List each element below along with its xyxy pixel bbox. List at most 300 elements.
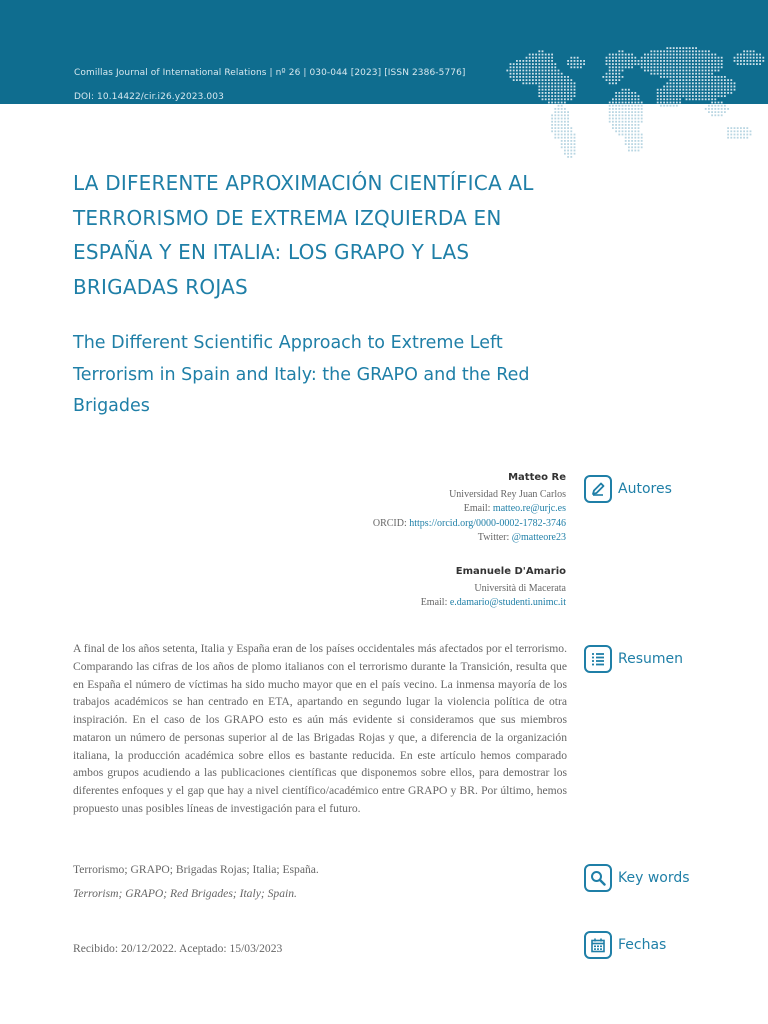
map-dot xyxy=(567,153,569,155)
map-dot xyxy=(714,111,716,113)
map-dot xyxy=(561,105,563,107)
map-dot xyxy=(625,121,627,123)
map-dot xyxy=(628,114,630,116)
map-dot xyxy=(628,143,630,145)
map-dot xyxy=(574,134,576,136)
map-dot xyxy=(730,127,732,129)
map-dot xyxy=(564,114,566,116)
map-dot xyxy=(670,105,672,107)
map-dot xyxy=(638,118,640,120)
map-dot xyxy=(638,105,640,107)
map-dot xyxy=(558,114,560,116)
map-dot xyxy=(638,143,640,145)
map-dot xyxy=(564,153,566,155)
map-dot xyxy=(711,105,713,107)
map-dot xyxy=(628,134,630,136)
map-dot xyxy=(625,114,627,116)
map-dot xyxy=(561,114,563,116)
author-orcid-link[interactable]: https://orcid.org/0000-0002-1782-3746 xyxy=(409,517,566,529)
map-dot xyxy=(612,111,614,113)
map-dot xyxy=(570,130,572,132)
map-dot xyxy=(714,105,716,107)
map-dot xyxy=(625,108,627,110)
section-label-text: Autores xyxy=(618,481,672,497)
keywords-english: Terrorism; GRAPO; Red Brigades; Italy; Spain. xyxy=(73,887,297,900)
map-dot xyxy=(724,105,726,107)
map-dot xyxy=(622,121,624,123)
map-dot xyxy=(554,108,556,110)
map-dot xyxy=(638,114,640,116)
map-dot xyxy=(663,105,665,107)
title-english: The Different Scientific Approach to Extreme Left Terrorism in Spain and Italy: the GRAPO and the Red Brigades xyxy=(73,333,530,416)
map-dot xyxy=(554,111,556,113)
map-dot xyxy=(634,124,636,126)
title-spanish: LA DIFERENTE APROXIMACIÓN CIENTÍFICA AL TERRORISMO DE EXTREMA IZQUIERDA EN ESPAÑA Y EN ITALIA: LOS GRAPO Y LAS BRIGADAS ROJAS xyxy=(73,171,534,299)
author-name: Matteo Re xyxy=(508,472,566,483)
map-dot xyxy=(622,130,624,132)
author-affiliation: Universidad Rey Juan Carlos xyxy=(449,488,566,500)
map-dot xyxy=(622,118,624,120)
map-dot xyxy=(638,108,640,110)
map-dot xyxy=(631,124,633,126)
section-label-keywords xyxy=(584,863,690,893)
map-dot xyxy=(634,140,636,142)
map-dot xyxy=(558,134,560,136)
map-dot xyxy=(641,108,643,110)
map-dot xyxy=(567,124,569,126)
map-dot xyxy=(564,121,566,123)
map-dot xyxy=(612,118,614,120)
map-dot xyxy=(631,134,633,136)
calendar-icon xyxy=(584,931,612,959)
map-dot xyxy=(628,121,630,123)
map-dot xyxy=(714,114,716,116)
section-label-text: Resumen xyxy=(618,651,684,667)
map-dot xyxy=(564,140,566,142)
map-dot xyxy=(625,137,627,139)
section-label-dates xyxy=(584,930,666,960)
map-dot xyxy=(609,121,611,123)
map-dot xyxy=(708,105,710,107)
map-dot xyxy=(554,114,556,116)
map-dot xyxy=(746,134,748,136)
map-dot xyxy=(574,146,576,148)
map-dot xyxy=(638,124,640,126)
map-dot xyxy=(727,127,729,129)
map-dot xyxy=(673,105,675,107)
map-dot xyxy=(558,130,560,132)
map-dot xyxy=(567,150,569,152)
map-dot xyxy=(631,150,633,152)
map-dot xyxy=(558,105,560,107)
map-dot xyxy=(567,118,569,120)
map-dot xyxy=(628,140,630,142)
pencil-icon xyxy=(584,475,612,503)
map-dot xyxy=(609,111,611,113)
map-dot xyxy=(727,108,729,110)
map-dot xyxy=(718,111,720,113)
map-dot xyxy=(618,111,620,113)
map-dot xyxy=(721,105,723,107)
map-dot xyxy=(721,111,723,113)
map-dot xyxy=(609,114,611,116)
map-dot xyxy=(708,108,710,110)
map-dot xyxy=(625,130,627,132)
map-dot xyxy=(561,140,563,142)
map-dot xyxy=(628,146,630,148)
author-email-link[interactable]: e.damario@studenti.unimc.it xyxy=(449,597,566,608)
map-dot xyxy=(622,114,624,116)
map-dot xyxy=(641,146,643,148)
map-dot xyxy=(750,134,752,136)
doi: DOI: 10.14422/cir.i26.y2023.003 xyxy=(74,92,224,102)
map-dot xyxy=(561,108,563,110)
map-dot xyxy=(574,137,576,139)
section-label-text: Key words xyxy=(618,870,690,886)
map-dot xyxy=(564,130,566,132)
map-dot xyxy=(618,124,620,126)
map-dot xyxy=(625,134,627,136)
map-dot xyxy=(727,134,729,136)
dates-text: Recibido: 20/12/2022. Aceptado: 15/03/2023 xyxy=(73,942,283,955)
map-dot xyxy=(561,124,563,126)
map-dot xyxy=(714,108,716,110)
map-dot xyxy=(618,118,620,120)
map-dot xyxy=(567,146,569,148)
author-email-line: Email: matteo.re@urjc.es xyxy=(463,503,566,514)
map-dot xyxy=(737,134,739,136)
map-dot xyxy=(570,143,572,145)
map-dot xyxy=(615,130,617,132)
map-dot xyxy=(634,150,636,152)
map-dot xyxy=(734,137,736,139)
map-dot xyxy=(641,134,643,136)
author-email-line: Email: e.damario@studenti.unimc.it xyxy=(420,597,566,608)
map-dot xyxy=(638,130,640,132)
map-dot xyxy=(628,124,630,126)
map-dot xyxy=(615,108,617,110)
map-dot xyxy=(727,130,729,132)
map-dot xyxy=(730,137,732,139)
map-dot xyxy=(551,127,553,129)
map-dot xyxy=(631,105,633,107)
magnifier-icon xyxy=(584,864,612,892)
map-dot xyxy=(564,146,566,148)
map-dot xyxy=(564,134,566,136)
map-dot xyxy=(625,140,627,142)
map-dot xyxy=(558,127,560,129)
map-dot xyxy=(567,156,569,158)
map-dot xyxy=(618,114,620,116)
map-dot xyxy=(574,150,576,152)
map-dot xyxy=(634,108,636,110)
author-twitter-line: Twitter: @matteore23 xyxy=(477,532,566,543)
map-dot xyxy=(743,134,745,136)
map-dot xyxy=(618,130,620,132)
map-dot xyxy=(612,124,614,126)
map-dot xyxy=(634,127,636,129)
map-dot xyxy=(567,130,569,132)
map-dot xyxy=(711,114,713,116)
map-dot xyxy=(564,124,566,126)
map-dot xyxy=(740,134,742,136)
map-dot xyxy=(743,127,745,129)
map-dot xyxy=(734,130,736,132)
map-dot xyxy=(612,105,614,107)
map-dot xyxy=(567,137,569,139)
map-dot xyxy=(724,108,726,110)
map-dot xyxy=(711,108,713,110)
map-dot xyxy=(727,137,729,139)
author-twitter-link[interactable]: @matteore23 xyxy=(511,532,566,543)
map-dot xyxy=(564,137,566,139)
map-dot xyxy=(705,108,707,110)
map-dot xyxy=(631,118,633,120)
map-dot xyxy=(628,137,630,139)
map-dot xyxy=(740,130,742,132)
map-dot xyxy=(634,111,636,113)
map-dot xyxy=(622,134,624,136)
map-dot xyxy=(641,143,643,145)
map-dot xyxy=(567,140,569,142)
map-dot xyxy=(554,124,556,126)
map-dot xyxy=(561,137,563,139)
map-dot xyxy=(554,118,556,120)
map-dot xyxy=(628,127,630,129)
map-dot xyxy=(622,105,624,107)
map-dot xyxy=(634,137,636,139)
map-dot xyxy=(638,127,640,129)
map-dot xyxy=(570,146,572,148)
map-dot xyxy=(554,121,556,123)
map-dot xyxy=(628,105,630,107)
map-dot xyxy=(641,114,643,116)
map-dot xyxy=(551,118,553,120)
map-dot xyxy=(730,134,732,136)
map-dot xyxy=(612,108,614,110)
map-dot xyxy=(554,134,556,136)
map-dot xyxy=(615,111,617,113)
map-dot xyxy=(743,137,745,139)
map-dot xyxy=(737,137,739,139)
map-dot xyxy=(631,127,633,129)
map-dot xyxy=(618,108,620,110)
map-dot xyxy=(622,124,624,126)
map-dot xyxy=(551,121,553,123)
map-dot xyxy=(631,121,633,123)
map-dot xyxy=(740,127,742,129)
map-dot xyxy=(564,108,566,110)
map-dot xyxy=(628,150,630,152)
map-dot xyxy=(638,134,640,136)
map-dot xyxy=(743,130,745,132)
map-dot xyxy=(570,140,572,142)
map-dot xyxy=(628,108,630,110)
map-dot xyxy=(628,130,630,132)
map-dot xyxy=(615,121,617,123)
map-dot xyxy=(615,124,617,126)
map-dot xyxy=(631,140,633,142)
map-dot xyxy=(561,121,563,123)
map-dot xyxy=(718,108,720,110)
map-dot xyxy=(564,127,566,129)
map-dot xyxy=(631,146,633,148)
map-dot xyxy=(561,118,563,120)
map-dot xyxy=(570,137,572,139)
map-dot xyxy=(734,134,736,136)
map-dot xyxy=(618,134,620,136)
map-dot xyxy=(746,137,748,139)
map-dot xyxy=(641,111,643,113)
map-dot xyxy=(564,118,566,120)
map-dot xyxy=(561,146,563,148)
section-label-text: Fechas xyxy=(618,937,667,953)
map-dot xyxy=(638,137,640,139)
map-dot xyxy=(638,140,640,142)
map-dot xyxy=(554,130,556,132)
map-dot xyxy=(567,143,569,145)
map-dot xyxy=(561,134,563,136)
map-dot xyxy=(554,127,556,129)
map-dot xyxy=(718,114,720,116)
map-dot xyxy=(609,108,611,110)
map-dot xyxy=(631,137,633,139)
map-dot xyxy=(615,114,617,116)
map-dot xyxy=(567,114,569,116)
map-dot xyxy=(622,111,624,113)
map-dot xyxy=(711,111,713,113)
map-dot xyxy=(740,137,742,139)
map-dot xyxy=(558,111,560,113)
map-dot xyxy=(634,114,636,116)
map-dot xyxy=(625,124,627,126)
map-dot xyxy=(570,127,572,129)
map-dot xyxy=(631,130,633,132)
author-name: Emanuele D'Amario xyxy=(455,566,566,577)
map-dot xyxy=(638,146,640,148)
author-matteo-re xyxy=(146,471,566,546)
map-dot xyxy=(641,121,643,123)
map-dot xyxy=(564,150,566,152)
map-dot xyxy=(721,108,723,110)
map-dot xyxy=(564,111,566,113)
map-dot xyxy=(628,118,630,120)
map-dot xyxy=(609,105,611,107)
section-label-abstract xyxy=(584,644,683,674)
map-dot xyxy=(676,105,678,107)
map-dot xyxy=(634,118,636,120)
map-dot xyxy=(558,118,560,120)
author-orcid-line: ORCID: https://orcid.org/0000-0002-1782-3746 xyxy=(372,517,566,529)
map-dot xyxy=(634,146,636,148)
author-emanuele-damario xyxy=(146,565,566,611)
map-dot xyxy=(618,121,620,123)
map-dot xyxy=(551,130,553,132)
map-dot xyxy=(567,127,569,129)
map-dot xyxy=(622,108,624,110)
map-dot xyxy=(634,105,636,107)
map-dot xyxy=(734,127,736,129)
map-dot xyxy=(730,130,732,132)
map-dot xyxy=(551,124,553,126)
map-dot xyxy=(631,108,633,110)
map-dot xyxy=(570,156,572,158)
map-dot xyxy=(567,121,569,123)
map-dot xyxy=(615,118,617,120)
map-dot xyxy=(625,111,627,113)
header-band xyxy=(0,0,768,104)
map-dot xyxy=(638,150,640,152)
map-dot xyxy=(641,105,643,107)
map-dot xyxy=(631,111,633,113)
map-dot xyxy=(638,121,640,123)
map-dot xyxy=(634,121,636,123)
map-dot xyxy=(622,127,624,129)
section-label-authors xyxy=(584,474,672,504)
keywords-spanish: Terrorismo; GRAPO; Brigadas Rojas; Italia; España. xyxy=(73,863,319,876)
map-dot xyxy=(721,114,723,116)
map-dot xyxy=(625,127,627,129)
map-dot xyxy=(750,130,752,132)
journal-info: Comillas Journal of International Relations | nº 26 | 030-044 [2023] [ISSN 2386-5776] xyxy=(74,68,466,78)
map-dot xyxy=(625,118,627,120)
map-dot xyxy=(567,111,569,113)
map-dot xyxy=(631,143,633,145)
map-dot xyxy=(737,130,739,132)
map-dot xyxy=(561,111,563,113)
map-dot xyxy=(551,114,553,116)
map-dot xyxy=(631,114,633,116)
map-dot xyxy=(746,127,748,129)
map-dot xyxy=(615,127,617,129)
map-dot xyxy=(718,105,720,107)
map-dot xyxy=(628,111,630,113)
author-affiliation: Università di Macerata xyxy=(474,582,566,594)
map-dot xyxy=(554,137,556,139)
map-dot xyxy=(612,114,614,116)
map-dot xyxy=(666,105,668,107)
map-dot xyxy=(615,105,617,107)
map-dot xyxy=(724,111,726,113)
map-dot xyxy=(634,134,636,136)
map-dot xyxy=(618,127,620,129)
map-dot xyxy=(561,143,563,145)
map-dot xyxy=(746,130,748,132)
map-dot xyxy=(641,137,643,139)
map-dot xyxy=(574,140,576,142)
map-dot xyxy=(641,118,643,120)
map-dot xyxy=(570,153,572,155)
map-dot xyxy=(634,130,636,132)
map-dot xyxy=(558,121,560,123)
map-dot xyxy=(638,111,640,113)
map-dot xyxy=(618,105,620,107)
map-dot xyxy=(612,127,614,129)
map-dot xyxy=(558,108,560,110)
map-dot xyxy=(574,153,576,155)
map-dot xyxy=(737,127,739,129)
list-icon xyxy=(584,645,612,673)
map-dot xyxy=(625,105,627,107)
map-dot xyxy=(564,143,566,145)
map-dot xyxy=(567,134,569,136)
map-dot xyxy=(609,118,611,120)
map-dot xyxy=(660,105,662,107)
map-dot xyxy=(570,134,572,136)
author-email-link[interactable]: matteo.re@urjc.es xyxy=(492,503,566,514)
map-dot xyxy=(634,143,636,145)
map-dot xyxy=(641,140,643,142)
